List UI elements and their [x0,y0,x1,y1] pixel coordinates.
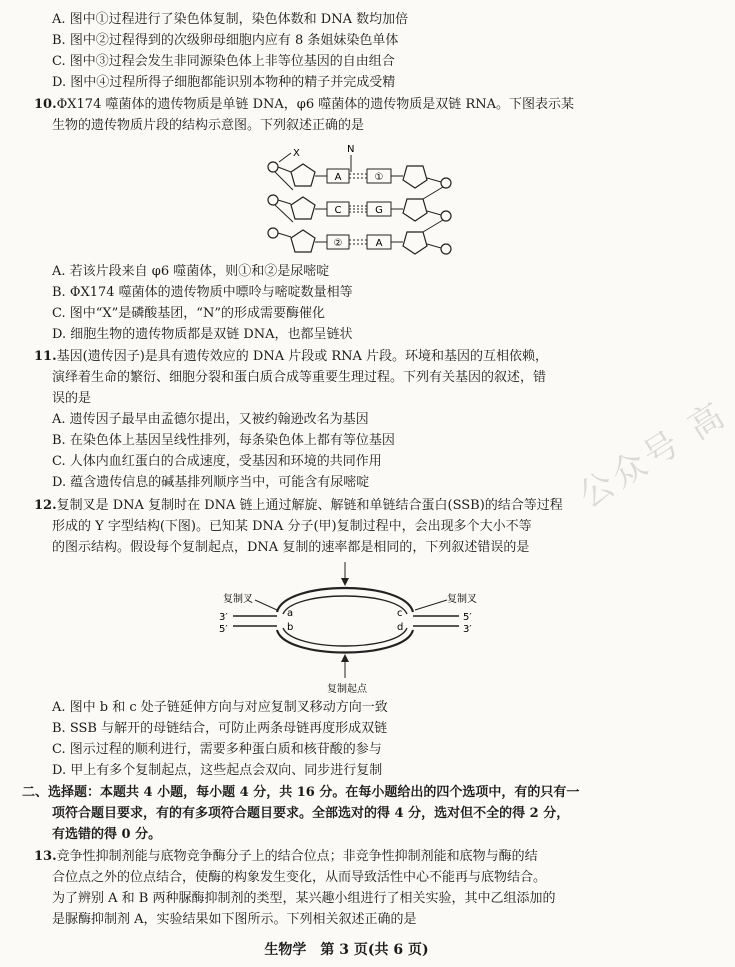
q12-number: 12. [34,498,57,513]
q9-option-a: A. 图中①过程进行了染色体复制，染色体数和 DNA 数均加倍 [52,12,409,27]
q9-option-b: B. 图中②过程得到的次级卵母细胞内应有 8 条姐妹染色单体 [52,33,399,48]
watermark: 公众号 高 [571,393,735,517]
section2-line-1: 二、选择题：本题共 4 小题，每小题 4 分，共 16 分。在每小题给出的四个选项中，有的只有一 [22,785,580,800]
section2-line-3: 有选错的得 0 分。 [52,827,162,842]
q13-stem-3: 为了辨别 A 和 B 两种脲酶抑制剂的类型，某兴趣小组进行了相关实验，其中乙组添加的 [52,891,556,906]
label-x: X [293,148,300,159]
q12-option-d: D. 甲上有多个复制起点，这些起点会双向、同步进行复制 [52,763,383,778]
fork-left-label: 复制叉 [223,594,253,605]
left-end-3: 3′ [219,612,228,623]
q12-option-c: C. 图示过程的顺利进行，需要多种蛋白质和核苷酸的参与 [52,742,382,757]
q10-option-b: B. ΦX174 噬菌体的遗传物质中嘌呤与嘧啶数量相等 [52,285,353,300]
q10-number: 10. [34,97,57,112]
replication-fork-figure [215,560,515,698]
q10-option-a: A. 若该片段来自 φ6 噬菌体，则①和②是尿嘧啶 [52,264,330,279]
q9-option-d: D. 图中④过程所得子细胞都能识别本物种的精子并完成受精 [52,75,396,90]
q12-stem-1: 12.复制叉是 DNA 复制时在 DNA 链上通过解旋、解链和单链结合蛋白(SSB)的结合等过程 [34,498,563,513]
q10-stem-1: 10.ΦX174 噬菌体的遗传物质是单链 DNA，φ6 噬菌体的遗传物质是双链 RNA。下图表示某 [34,97,574,112]
q13-stem-2: 合位点之外的位点结合，使酶的构象发生变化，从而导致活性中心不能再与底物结合。 [52,870,547,885]
q13-number: 13. [34,849,57,864]
section2-line-2: 项符合题目要求，有的有多项符合题目要求。全部选对的得 4 分，选对但不全的得 2 分， [52,806,570,821]
label-a: a [287,608,294,619]
q13-stem-4: 是脲酶抑制剂 A，实验结果如下图所示。下列相关叙述正确的是 [52,912,417,927]
label-d: d [397,622,404,633]
q11-option-b: B. 在染色体上基因呈线性排列，每条染色体上都有等位基因 [52,433,395,448]
label-b: b [287,622,294,633]
base-left-3: ② [333,238,343,249]
base-left-1: A [334,172,342,183]
q12-stem-3: 的图示结构。假设每个复制起点，DNA 复制的速率都是相同的，下列叙述错误的是 [52,540,530,555]
origin-label: 复制起点 [327,684,367,695]
label-c: c [397,608,403,619]
base-right-3: A [375,238,383,249]
q11-stem-2: 演绎着生命的繁衍、细胞分裂和蛋白质合成等重要生理过程。下列有关基因的叙述，错 [52,370,547,385]
left-end-5: 5′ [219,624,228,635]
q11-option-a: A. 遗传因子最早由孟德尔提出，又被约翰逊改名为基因 [52,412,369,427]
label-n: N [347,144,355,155]
q12-option-a: A. 图中 b 和 c 处子链延伸方向与对应复制叉移动方向一致 [52,700,388,715]
base-left-2: C [334,205,342,216]
fork-right-label: 复制叉 [447,594,477,605]
page-footer: 生物学 第 3 页(共 6 页) [264,942,429,958]
q13-stem-1: 13.竞争性抑制剂能与底物竞争酶分子上的结合位点；非竞争性抑制剂能和底物与酶的结 [34,849,538,864]
q11-number: 11. [34,349,57,364]
q10-stem-2: 生物的遗传物质片段的结构示意图。下列叙述正确的是 [52,118,365,133]
q11-stem-3: 误的是 [52,391,92,406]
q11-stem-1: 11.基因(遗传因子)是具有遗传效应的 DNA 片段或 RNA 片段。环境和基因的互相依赖， [34,349,549,364]
q11-option-d: D. 蕴含遗传信息的碱基排列顺序当中，可能含有尿嘧啶 [52,475,370,490]
q12-stem-2: 形成的 Y 字型结构(下图)。已知某 DNA 分子(甲)复制过程中，会出现多个大小不等 [52,519,532,534]
right-end-5: 5′ [463,612,472,623]
right-end-3: 3′ [463,624,472,635]
q12-option-b: B. SSB 与解开的母链结合，可防止两条母链再度形成双链 [52,721,388,736]
q9-option-c: C. 图中③过程会发生非同源染色体上非等位基因的自由组合 [52,54,395,69]
base-right-2: G [375,205,383,216]
q11-option-c: C. 人体内血红蛋白的合成速度，受基因和环境的共同作用 [52,454,382,469]
nucleic-acid-figure [255,142,465,262]
q10-option-d: D. 细胞生物的遗传物质都是双链 DNA，也都呈链状 [52,327,353,342]
base-right-1: ① [374,172,384,183]
q10-option-c: C. 图中“X”是磷酸基团，“N”的形成需要酶催化 [52,306,325,321]
